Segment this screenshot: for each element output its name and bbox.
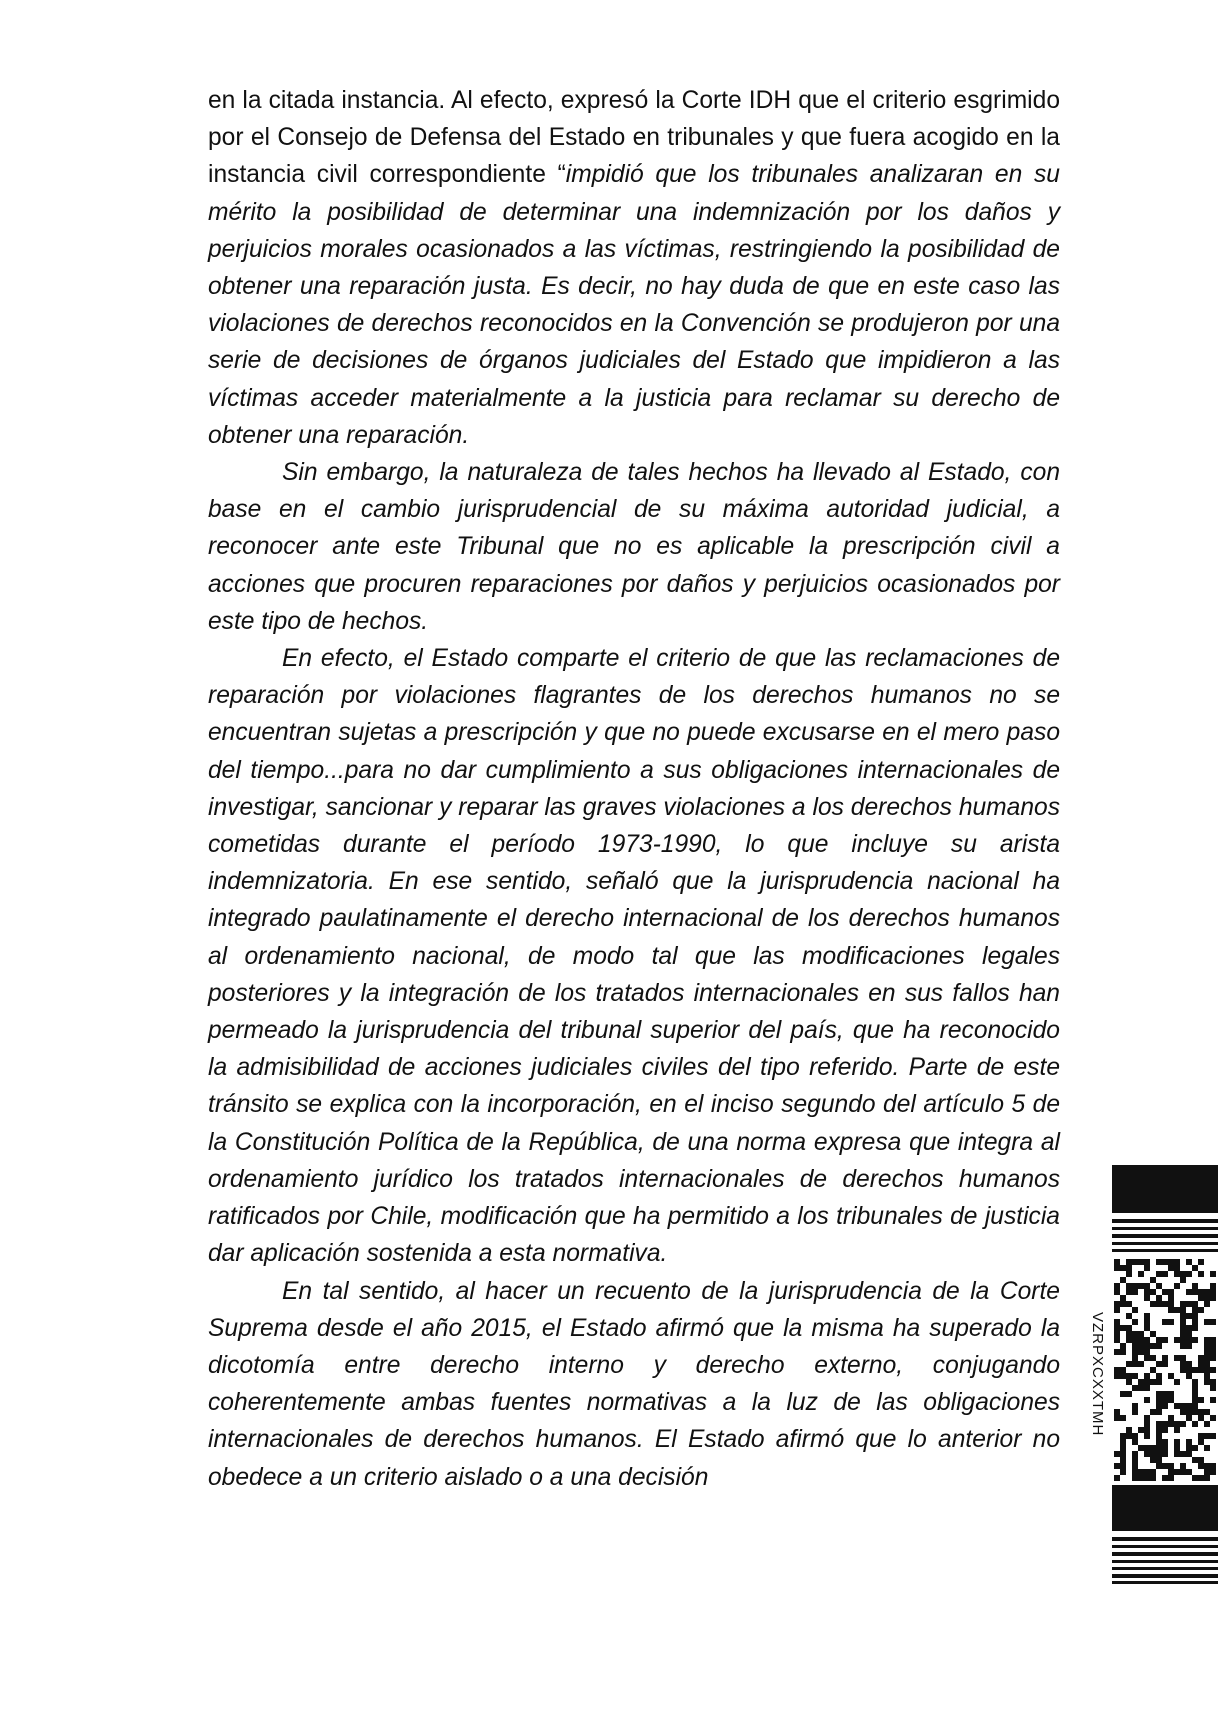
verification-code: VZRPXCXXTMH <box>1089 1312 1106 1437</box>
paragraph-2 <box>208 454 1060 640</box>
paragraph-2-run-1: Sin embargo, la naturaleza de tales hechos ha llevado al Estado, con base en el cambio jurisprudencial de su máxima autoridad judicial, a reconocer ante este Tribunal que no es aplicable la prescripción civil a acciones que procuren reparaciones por daños y perjuicios ocasionados por este tipo de hechos. <box>208 459 1060 635</box>
paragraph-1-run-1: en la citada instancia. Al efecto, expresó la Corte IDH que el criterio esgrimido por el Consejo de Defensa del Estado en tribunales y que fuera acogido en la instancia civil correspondiente “ <box>208 87 1060 189</box>
paragraph-1-run-2: impidió que los tribunales analizaran en su mérito la posibilidad de determinar una indemnización por los daños y perjuicios morales ocasionados a las víctimas, restringiendo la posibilidad de obtener una reparación justa. Es decir, no hay duda de que en este caso las violaciones de derechos reconocidos en la Convención se produjeron por una serie de decisiones de órganos judiciales del Estado que impidieron a las víctimas acceder materialmente a la justicia para reclamar su derecho de obtener una reparación. <box>208 161 1060 449</box>
paragraph-4 <box>208 1273 1060 1496</box>
paragraph-3-run-1: En efecto, el Estado comparte el criterio de que las reclamaciones de reparación por violaciones flagrantes de los derechos humanos no se encuentran sujetas a prescripción y que no puede excusarse en el mero paso del tiempo...para no dar cumplimiento a sus obligaciones internacionales de investigar, sancionar y reparar las graves violaciones a los derechos humanos cometidas durante el período 1973-1990, lo que incluye su arista indemnizatoria. En ese sentido, señaló que la jurisprudencia nacional ha integrado paulatinamente el derecho internacional de los derechos humanos al ordenamiento nacional, de modo tal que las modificaciones legales posteriores y la integración de los tratados internacionales en sus fallos han permeado la jurisprudencia del tribunal superior del país, que ha reconocido la admisibilidad de acciones judiciales civiles del tipo referido. Parte de este tránsito se explica con la incorporación, en el inciso segundo del artículo 5 de la Constitución Política de la República, de una norma expresa que integra al ordenamiento jurídico los tratados internacionales de derechos humanos ratificados por Chile, modificación que ha permitido a los tribunales de justicia dar aplicación sostenida a esta normativa. <box>208 645 1060 1268</box>
paragraph-3 <box>208 640 1060 1272</box>
barcode-icon <box>1112 1165 1218 1585</box>
paragraph-4-run-1: En tal sentido, al hacer un recuento de la jurisprudencia de la Corte Suprema desde el año 2015, el Estado afirmó que la misma ha superado la dicotomía entre derecho interno y derecho externo, conjugando coherentemente ambas fuentes normativas a la luz de las obligaciones internacionales de derechos humanos. El Estado afirmó que lo anterior no obedece a un criterio aislado o a una decisión <box>208 1277 1060 1491</box>
document-body <box>208 82 1060 1496</box>
paragraph-1 <box>208 82 1060 454</box>
